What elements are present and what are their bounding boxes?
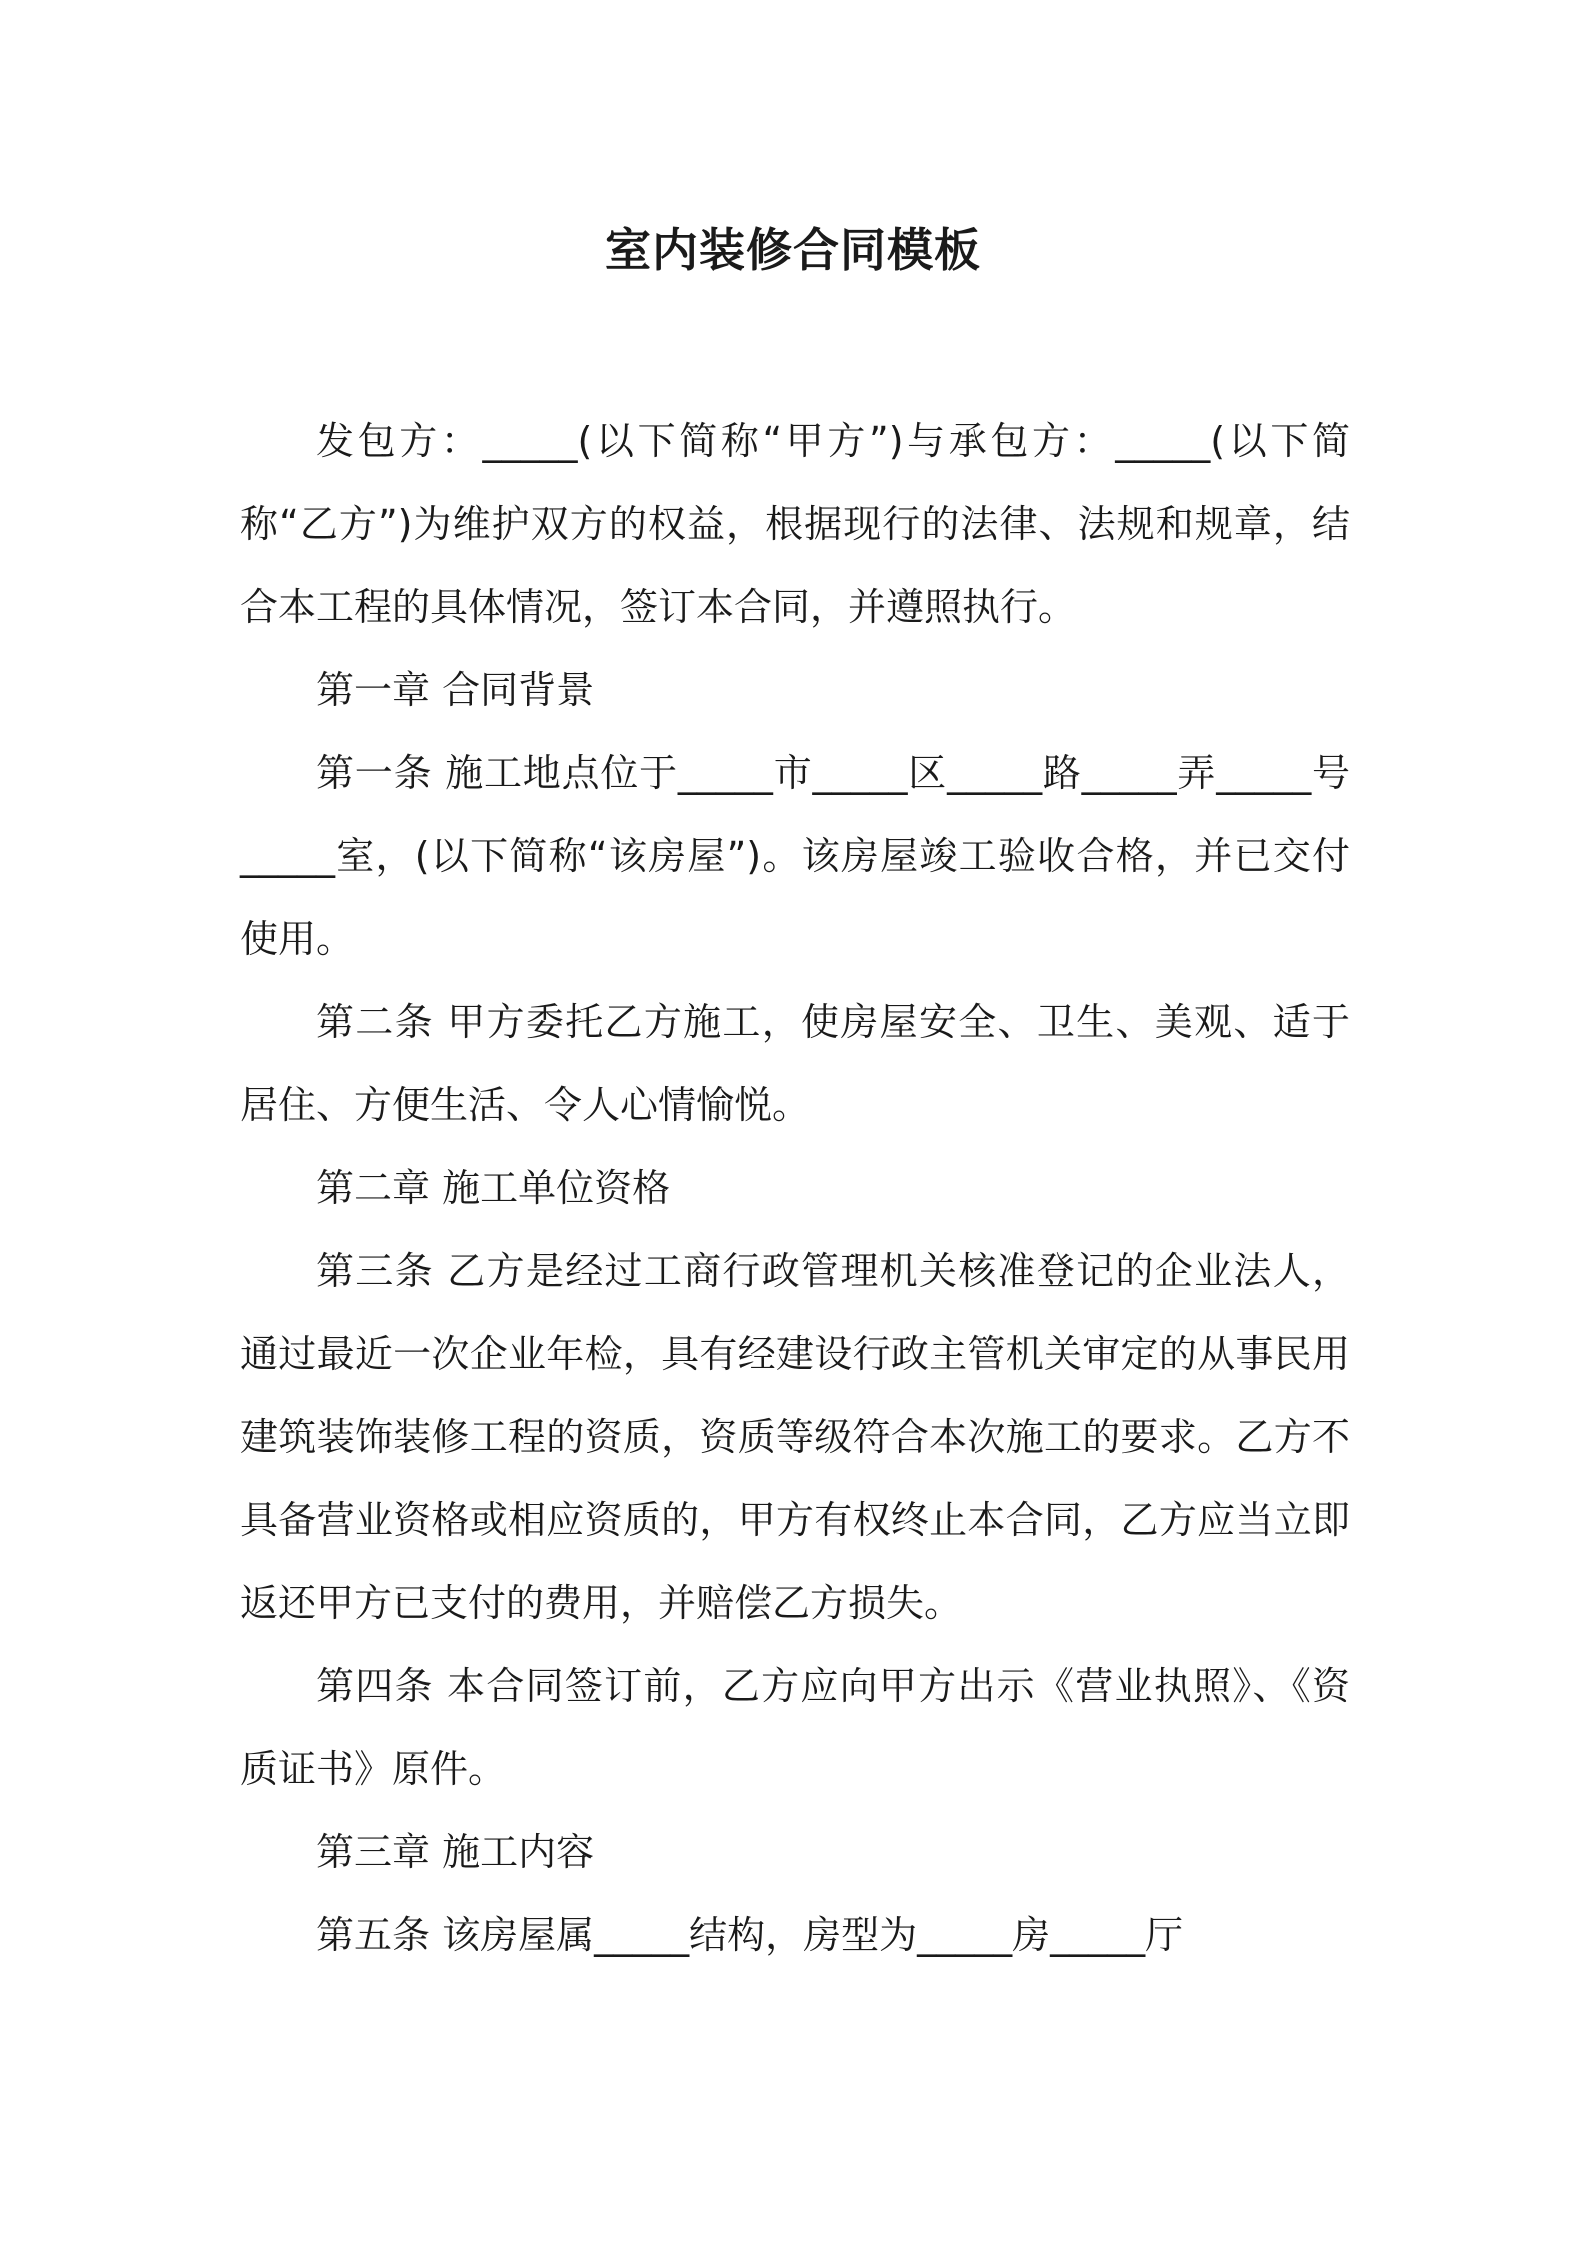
document-body xyxy=(240,400,1350,1977)
article-5-paragraph: 第五条 该房屋属_____结构，房型为_____房_____厅 xyxy=(316,1913,1184,1957)
document-title: 室内装修合同模板 xyxy=(605,223,981,277)
chapter-2-heading: 第二章 施工单位资格 xyxy=(316,1166,671,1210)
chapter-1-heading: 第一章 合同背景 xyxy=(316,668,595,712)
preamble-paragraph: 发包方：_____(以下简称“甲方”)与承包方：_____(以下简称“乙方”)为维护双方的权益，根据现行的法律、法规和规章，结合本工程的具体情况，签订本合同，并遵照执行。 xyxy=(240,419,1350,629)
chapter-3-heading: 第三章 施工内容 xyxy=(316,1830,595,1874)
article-1-paragraph: 第一条 施工地点位于_____市_____区_____路_____弄_____号_____室，(以下简称“该房屋”)。该房屋竣工验收合格，并已交付使用。 xyxy=(240,751,1350,961)
article-3-paragraph: 第三条 乙方是经过工商行政管理机关核准登记的企业法人，通过最近一次企业年检，具有经建设行政主管机关审定的从事民用建筑装饰装修工程的资质，资质等级符合本次施工的要求。乙方不具备营业资格或相应资质的，甲方有权终止本合同，乙方应当立即返还甲方已支付的费用，并赔偿乙方损失。 xyxy=(240,1249,1350,1625)
article-2-paragraph: 第二条 甲方委托乙方施工，使房屋安全、卫生、美观、适于居住、方便生活、令人心情愉悦。 xyxy=(240,1000,1350,1127)
article-4-paragraph: 第四条 本合同签订前，乙方应向甲方出示《营业执照》、《资质证书》原件。 xyxy=(240,1664,1350,1791)
